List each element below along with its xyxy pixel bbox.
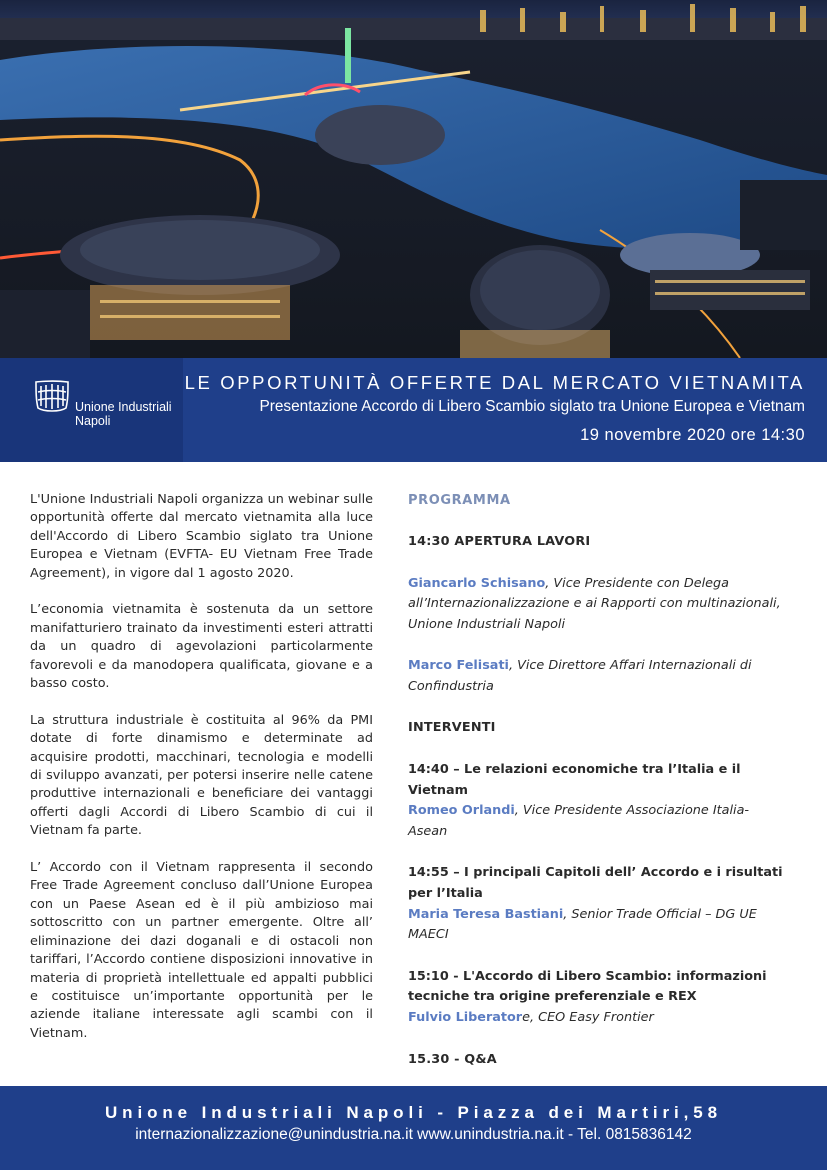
speaker-name-tail: e — [522, 1009, 530, 1025]
speaker-name: Giancarlo Schisano — [408, 575, 546, 591]
unione-industriali-logo-icon — [32, 378, 72, 418]
footer — [0, 1086, 827, 1170]
talk-title: 14:55 – I principali Capitoli dell’ Accordo e i risultati per l’Italia — [408, 865, 783, 901]
title-band — [0, 358, 827, 462]
speaker-role: , Vice Presidente con Delega all’Internazionalizzazione e ai Rapporti con multinazionali, Unione Industriali Napoli — [408, 575, 781, 632]
program-column — [408, 491, 788, 1070]
speaker-name: Fulvio Liberator — [408, 1009, 523, 1025]
logo-text — [75, 400, 172, 428]
footer-contacts: internazionalizzazione@unindustria.na.it www.unindustria.na.it - Tel. 0815836142 — [135, 1126, 692, 1143]
speaker-role: , Vice Direttore Affari Internazionali di Confindustria — [408, 658, 752, 694]
hero-image — [0, 0, 827, 358]
speaker-role: , CEO Easy Frontier — [530, 1009, 654, 1025]
speaker-name: Romeo Orlandi — [408, 803, 515, 819]
talk-title: 14:40 – Le relazioni economiche tra l’Italia e il Vietnam — [408, 761, 741, 798]
intro-paragraph: L’economia vietnamita è sostenuta da un settore manifatturiero trainato da investimenti esteri attratti da un quadro di agevolazioni particolarmente favorevoli e da manodopera qualificata, giovane e a basso costo. — [30, 602, 373, 692]
city-night-aerial-photo — [0, 0, 827, 358]
talk-title: 15:10 - L'Accordo di Libero Scambio: informazioni tecniche tra origine preferenziale e REX — [408, 968, 767, 1005]
logo-line1: Unione Industriali — [75, 400, 172, 414]
speaker-name: Maria Teresa Bastiani — [408, 906, 564, 922]
speaker-role: , Senior Trade Official – DG UE MAECI — [408, 906, 757, 943]
intro-paragraph: L’ Accordo con il Vietnam rappresenta il secondo Free Trade Agreement concluso dall’Unione Europea con un Paese Asean ed è il più ambizioso mai sottoscritto con un partner emergente. Oltre all’ eliminazione dei dazi doganali e di ostacoli non tariffari, l’Accordo contiene disposizioni innovative in materia di proprietà intellettuale ed appalti pubblici e costituisce un’importante opportunità per le aziende italiane interessate agli scambi con il Vietnam. — [30, 860, 373, 1041]
qa-session: 15.30 - Q&A — [408, 1051, 497, 1067]
speaker-role: , Vice Presidente Associazione Italia-Asean — [408, 803, 750, 839]
logo-line2: Napoli — [75, 414, 111, 428]
talk-entry — [408, 967, 788, 1029]
footer-address: Unione Industriali Napoli - Piazza dei Martiri,58 — [104, 1103, 722, 1122]
talk-entry — [408, 863, 788, 945]
talk-entry — [408, 760, 788, 842]
event-title: LE OPPORTUNITÀ OFFERTE DAL MERCATO VIETNAMITA — [184, 372, 805, 393]
intro-paragraph: La struttura industriale è costituita al 96% da PMI dotate di forte dinamismo e determinate ad acquisire prodotti, macchinari, tecnologia e modelli di sviluppo avanzati, per potersi inserire nelle catene produttive internazionali e beneficiare dei vantaggi offerti dagli Accordi di Libero Scambio di cui il Vietnam fa parte. — [30, 712, 373, 839]
event-subtitle: Presentazione Accordo di Libero Scambio siglato tra Unione Europea e Vietnam — [259, 398, 805, 415]
opening-session: 14:30 APERTURA LAVORI — [408, 534, 591, 549]
program-heading: PROGRAMMA — [408, 493, 511, 508]
intro-paragraph: L'Unione Industriali Napoli organizza un webinar sulle opportunità offerte dal mercato vietnamita alla luce dell'Accordo di Libero Scambio siglato tra Unione Europea e Vietnam (EVFTA- EU Vietnam Free Trade Agreement), in vigore dal 1 agosto 2020. — [30, 492, 373, 581]
intro-column — [30, 491, 373, 1062]
speaker-name: Marco Felisati — [408, 658, 509, 674]
logo-block — [0, 358, 183, 462]
event-date: 19 novembre 2020 ore 14:30 — [580, 426, 805, 444]
speaker-entry — [408, 656, 788, 697]
interventi-heading: INTERVENTI — [408, 720, 496, 736]
speaker-entry — [408, 574, 788, 636]
